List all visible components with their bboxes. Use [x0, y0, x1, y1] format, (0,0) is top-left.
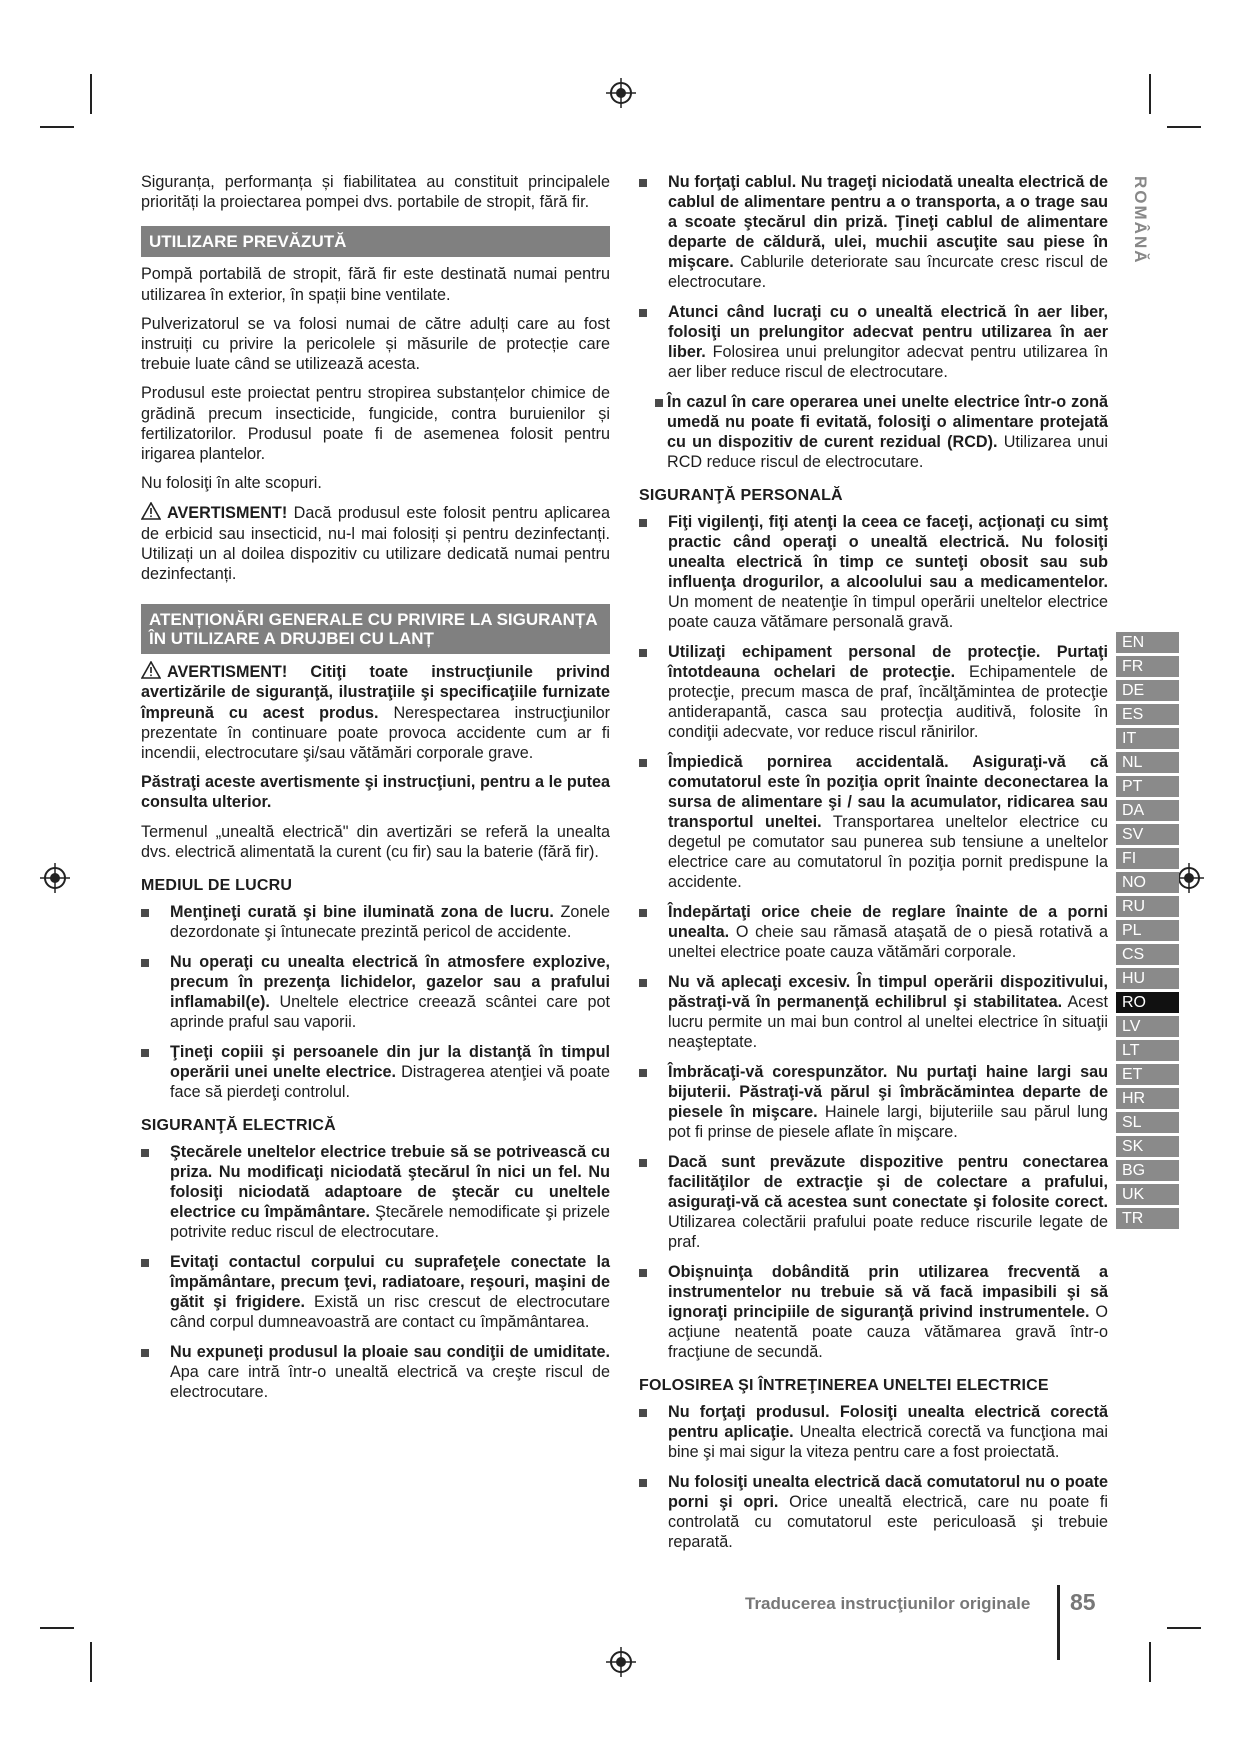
language-tab-fi[interactable]: FI [1116, 848, 1179, 869]
language-tab-pt[interactable]: PT [1116, 776, 1179, 797]
paragraph: Produsul este proiectat pentru stropirea substanțelor chimice de grădină precum insecticide, fungicide, contra buruienilor și fertilizatorilor. Produsul poate fi de asemenea folosit pentru irigarea plantelor. [141, 384, 610, 464]
language-tab-hr[interactable]: HR [1116, 1088, 1179, 1109]
warning-label: AVERTISMENT! [167, 504, 288, 523]
warning-text: Dacă produsul este folosit pentru aplicarea de erbicid sau insecticid, nu-l mai folosiți și pentru dezinfectanți. Utilizați un al doilea dispozitiv cu utilizare dedicată numai pentru dezinfectanți. [141, 504, 610, 584]
language-tab-cs[interactable]: CS [1116, 944, 1179, 965]
item-text: O cheie sau rămasă ataşată de o piesă rotativă a uneltei electrice poate cauza vătămări corporale. [668, 923, 1108, 962]
language-tab-sl[interactable]: SL [1116, 1112, 1179, 1133]
electrical-safety-list-continued [639, 172, 1108, 472]
crop-mark [1149, 74, 1151, 114]
item-text: Cablurile deteriorate sau încurcate cresc riscul de electrocutare. [668, 253, 1108, 291]
warning-text: Nerespectarea instrucţiunilor prezentate în continuare poate provoca accidente cum ar fi incendii, electrocutare şi/sau vătămări corporale grave. [141, 703, 610, 763]
subheading-tool-use: FOLOSIREA ŞI ÎNTREŢINEREA UNELTEI ELECTRICE [639, 1377, 1049, 1395]
crop-mark [40, 126, 74, 128]
keep-instructions [141, 772, 610, 812]
list-item [141, 902, 610, 942]
list-item [639, 642, 1108, 742]
list-item [141, 1252, 610, 1332]
crop-mark [1167, 126, 1201, 128]
item-bold: Evitaţi contactul corpului cu suprafeţele conectate la împământare, precum ţevi, radiatoare, reşouri, maşini de gătit şi frigidere. [170, 1253, 610, 1312]
term-paragraph: Termenul „unealtă electrică" din avertizări se referă la unealta dvs. electrică alimentată la curent (cu fir) sau la baterie (fără fir). [141, 822, 610, 861]
intro-paragraph: Siguranța, performanța și fiabilitatea au constituit principalele priorități la proiectarea pompei dvs. portabile de stropit, fără fir. [141, 173, 610, 212]
item-bold: Nu expuneţi produsul la ploaie sau condiţii de umiditate. [170, 1343, 610, 1362]
footer-caption: Traducerea instrucţiunilor originale [745, 1594, 1031, 1613]
item-bold: Atunci când lucraţi cu o unealtă electrică în aer liber, folosiţi un prelungitor adecvat pentru utilizarea în aer liber. [668, 303, 1108, 361]
left-column [141, 172, 610, 1412]
warning-bold-text: Citiţi toate instrucţiunile privind avertizările de siguranţă, ilustraţiile şi specificaţiile furnizate împreună cu acest produs. [141, 663, 610, 722]
list-item [141, 1342, 610, 1402]
item-bold: Ştecărele uneltelor electrice trebuie să se potrivească cu priza. Nu modificaţi niciodată ştecărul în nici un fel. Nu folosiţi niciodată adaptoare de ştecăr cu uneltele electrice cu împământare. [170, 1143, 610, 1222]
language-tab-it[interactable]: IT [1116, 728, 1179, 749]
subheading-work-area: MEDIUL DE LUCRU [141, 877, 293, 895]
language-tab-tr[interactable]: TR [1116, 1208, 1179, 1229]
language-tab-da[interactable]: DA [1116, 800, 1179, 821]
crop-mark [1149, 1642, 1151, 1682]
language-tab-no[interactable]: NO [1116, 872, 1179, 893]
list-item [639, 172, 1108, 292]
warning-triangle-icon [141, 661, 161, 679]
item-bold: Nu forţaţi produsul. Folosiţi unealta electrică corectă pentru aplicaţie. [668, 1403, 1108, 1442]
item-bold: Nu folosiţi unealta electrică dacă comutatorul nu o poate porni şi opri. [668, 1473, 1108, 1512]
tool-use-list [639, 1402, 1108, 1552]
item-bold: Împiedică pornirea accidentală. Asiguraţi-vă că comutatorul este în poziţia oprit înainte deconectarea la sursa de alimentare şi / sau la acumulator, ridicarea sau transportul uneltei. [668, 753, 1108, 832]
item-bold: Fiţi vigilenţi, fiţi atenţi la ceea ce faceţi, acţionaţi cu simţ practic când operaţi o unealtă electrică. Nu folosiţi unealta electrică în timp ce sunteţi obosit sau sub influenţa drogurilor, a alcoolului sau a medicamentelor. [668, 513, 1108, 592]
item-text: Orice unealtă electrică, care nu poate fi controlată cu comutatorul este periculoasă şi trebuie reparată. [668, 1493, 1108, 1552]
crop-mark [90, 1642, 92, 1682]
item-bold: Menţineţi curată şi bine iluminată zona de lucru. [170, 903, 554, 922]
item-text: Transportarea uneltelor electrice cu degetul pe comutator sau punerea sub tensiune a uneltelor electrice care au comutatorul în poziţia pornit predispune la accidente. [668, 813, 1108, 892]
item-text: Există un risc crescut de electrocutare când corpul dumneavoastră are contact cu împământarea. [170, 1293, 610, 1332]
item-text: Unealta electrică corectă va funcţiona mai bine şi mai sigur la viteza pentru care a fost proiectată. [668, 1423, 1108, 1462]
language-tab-nl[interactable]: NL [1116, 752, 1179, 773]
item-bold: Nu forţaţi cablul. Nu trageţi niciodată unealta electrică de cablul de alimentare pentru a o transporta, a o trage sau a scoate ştecărul din priză. Ţineţi cablul de alimentare departe de căldură, ulei, muchii ascuţite sau piese în mişcare. [668, 173, 1108, 271]
language-tabs [1116, 632, 1179, 1232]
section-heading-intended-use: UTILIZARE PREVĂZUTĂ [141, 226, 610, 257]
item-bold: Nu vă aplecaţi excesiv. În timpul operării dispozitivului, păstraţi-vă în permanenţă echilibrul şi stabilitatea. [668, 973, 1108, 1012]
language-tab-en[interactable]: EN [1116, 632, 1179, 653]
language-tab-pl[interactable]: PL [1116, 920, 1179, 941]
language-tab-ru[interactable]: RU [1116, 896, 1179, 917]
language-tab-uk[interactable]: UK [1116, 1184, 1179, 1205]
paragraph: Pompă portabilă de stropit, fără fir este destinată numai pentru utilizarea în exterior, în spații bine ventilate. [141, 265, 610, 304]
language-tab-sv[interactable]: SV [1116, 824, 1179, 845]
crop-mark [90, 74, 92, 114]
subheading-personal-safety: SIGURANŢĂ PERSONALĂ [639, 487, 843, 504]
list-item [639, 392, 1108, 472]
language-tab-es[interactable]: ES [1116, 704, 1179, 725]
warning-paragraph [141, 661, 610, 763]
language-tab-lt[interactable]: LT [1116, 1040, 1179, 1061]
list-item [141, 952, 610, 1032]
page-number: 85 [1070, 1589, 1096, 1615]
item-text: Hainele largi, bijuteriile sau părul lung pot fi prinse de piesele aflate în mişcare. [668, 1103, 1108, 1142]
registration-mark-icon [606, 1647, 636, 1677]
item-text: Ştecărele nemodificate şi prizele potrivite reduc riscul de electrocutare. [170, 1203, 610, 1242]
footer-divider [1057, 1585, 1060, 1660]
language-tab-fr[interactable]: FR [1116, 656, 1179, 677]
item-bold: Utilizaţi echipament personal de protecţie. Purtaţi întotdeauna ochelari de protecţie. [668, 643, 1108, 682]
registration-mark-icon [606, 78, 636, 108]
warning-triangle-icon [141, 502, 161, 520]
warning-paragraph [141, 502, 610, 584]
list-item [639, 972, 1108, 1052]
personal-safety-list [639, 512, 1108, 1362]
item-text: Utilizarea unui RCD reduce riscul de electrocutare. [667, 433, 1108, 471]
item-text: Acest lucru permite un mai bun control al uneltei electrice în situaţii neaşteptate. [668, 993, 1108, 1052]
keep-instructions-text: Păstraţi aceste avertismente şi instrucţiuni, pentru a le putea consulta ulterior. [141, 773, 610, 812]
item-text: Distragerea atenţiei vă poate face să pierdeţi controlul. [170, 1063, 610, 1102]
item-bold: Ţineţi copiii şi persoanele din jur la distanţă în timpul operării unei unelte electrice. [170, 1043, 610, 1082]
electrical-safety-list [141, 1142, 610, 1402]
section-heading-general-warnings: ATENȚIONĂRI GENERALE CU PRIVIRE LA SIGURANȚA ÎN UTILIZARE A DRUJBEI CU LANȚ [141, 604, 610, 654]
item-bold: Îmbrăcaţi-vă corespunzător. Nu purtaţi haine largi sau bijuterii. Păstraţi-vă părul şi îmbrăcămintea departe de piesele în mişcare. [668, 1063, 1108, 1122]
language-tab-bg[interactable]: BG [1116, 1160, 1179, 1181]
list-item [639, 1262, 1108, 1362]
crop-mark [40, 1627, 74, 1629]
list-item [639, 1062, 1108, 1142]
paragraph: Pulverizatorul se va folosi numai de către adulți care au fost instruiți cu privire la pericolele și măsurile de protecție care trebuie luate când se utilizează acesta. [141, 314, 610, 374]
work-area-list [141, 902, 610, 1102]
item-bold: Îndepărtaţi orice cheie de reglare înainte de a porni unealta. [668, 903, 1108, 942]
list-item [639, 1402, 1108, 1462]
item-text: Apa care intră într-o unealtă electrică va creşte riscul de electrocutare. [170, 1363, 610, 1402]
list-item [141, 1042, 610, 1102]
language-tab-ro[interactable]: RO [1116, 992, 1179, 1013]
item-text: Uneltele electrice creează scântei care pot aprinde praful sau vaporii. [170, 993, 610, 1032]
item-text: Folosirea unui prelungitor adecvat pentru utilizarea în aer liber reduce riscul de electrocutare. [668, 343, 1108, 381]
item-bold: Dacă sunt prevăzute dispozitive pentru conectarea facilităţilor de extracţie şi de colectare a prafului, asiguraţi-vă că acestea sunt conectate şi folosite corect. [668, 1153, 1108, 1212]
list-item [141, 1142, 610, 1242]
list-item [639, 1472, 1108, 1552]
item-text: Echipamentele de protecţie, precum masca de praf, încălţămintea de protecţie antiderapantă, casca sau protecţia auditivă, folosite în condiţii adecvate, vor reduce riscul rănirilor. [668, 663, 1108, 742]
list-item [639, 1152, 1108, 1252]
list-item [639, 752, 1108, 892]
item-text: Zonele dezordonate şi întunecate prezintă pericol de accidente. [170, 903, 611, 942]
list-item [639, 302, 1108, 382]
item-bold: Obişnuinţa dobândită prin utilizarea frecventă a instrumentelor nu trebuie să vă facă impasibili şi să ignoraţi principiile de siguranţă privind instrumentele. [668, 1263, 1108, 1322]
language-tab-de[interactable]: DE [1116, 680, 1179, 701]
side-language-title: ROMÂNĂ [1131, 176, 1150, 265]
language-tab-lv[interactable]: LV [1116, 1016, 1179, 1037]
right-column [639, 172, 1108, 1562]
paragraph: Nu folosiţi în alte scopuri. [141, 474, 322, 493]
item-bold: Nu operaţi cu unealta electrică în atmosfere explozive, precum în prezenţa lichidelor, gazelor sau a prafului inflamabil(e). [170, 953, 610, 1012]
list-item [639, 902, 1108, 962]
subheading-electrical-safety: SIGURANŢĂ ELECTRICĂ [141, 1117, 336, 1135]
list-item [639, 512, 1108, 632]
item-text: Un moment de neatenţie în timpul operării uneltelor electrice poate cauza vătămare personală gravă. [668, 593, 1108, 632]
crop-mark [1167, 1627, 1201, 1629]
language-tab-sk[interactable]: SK [1116, 1136, 1179, 1157]
item-bold: În cazul în care operarea unei unelte electrice într-o zonă umedă nu poate fi evitată, folosiţi o alimentare protejată cu un dispozitiv de curent rezidual (RCD). [667, 393, 1108, 451]
warning-label: AVERTISMENT! [167, 663, 288, 682]
language-tab-et[interactable]: ET [1116, 1064, 1179, 1085]
registration-mark-icon [40, 863, 70, 893]
item-text: O acţiune neatentă poate cauza vătămarea gravă într-o fracţiune de secundă. [668, 1303, 1108, 1362]
language-tab-hu[interactable]: HU [1116, 968, 1179, 989]
item-text: Utilizarea colectării prafului poate reduce riscurile legate de praf. [668, 1213, 1108, 1252]
